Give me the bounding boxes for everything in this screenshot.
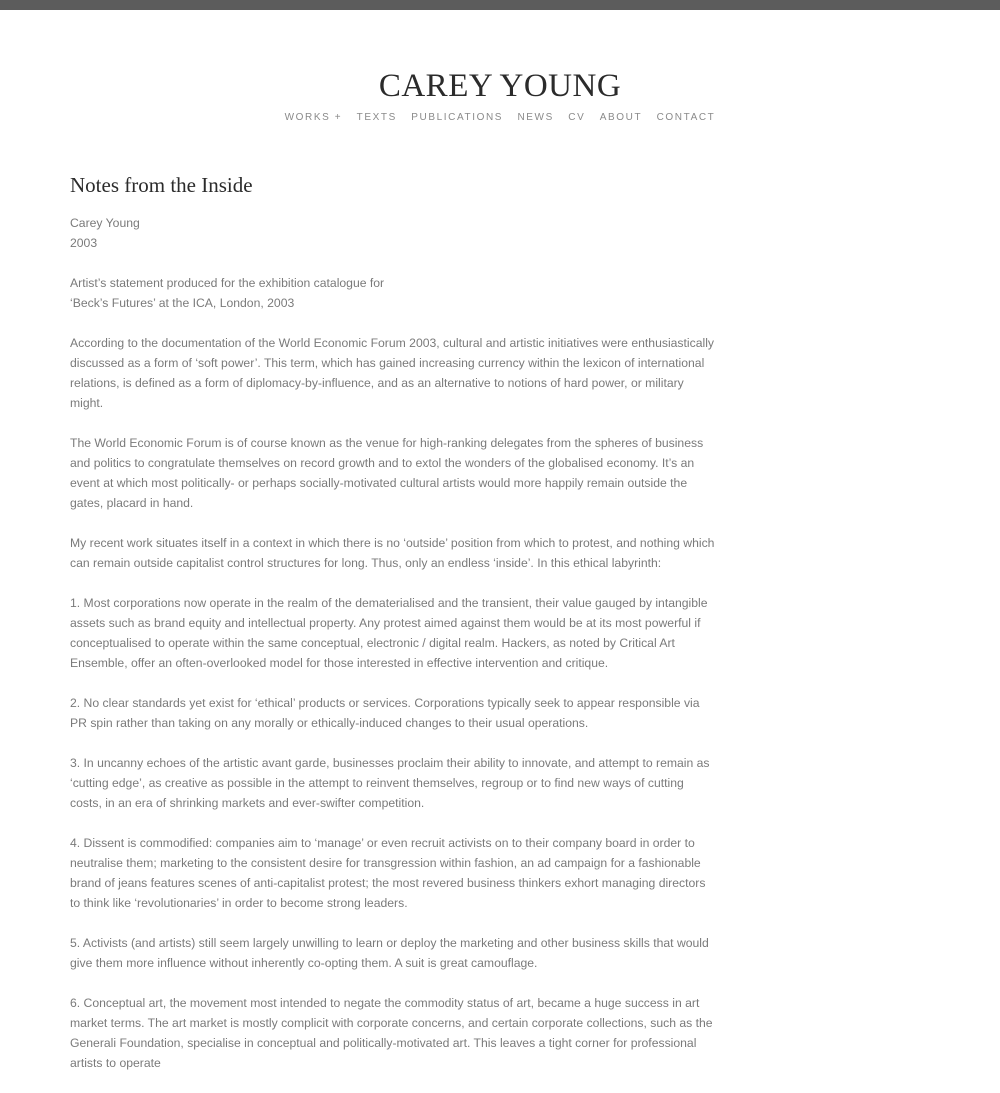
article xyxy=(70,170,715,1093)
intro-line: Artist’s statement produced for the exhibition catalogue for xyxy=(70,276,385,290)
article-year: 2003 xyxy=(70,236,98,250)
article-author: Carey Young xyxy=(70,216,140,230)
paragraph: According to the documentation of the World Economic Forum 2003, cultural and artistic initiatives were enthusiastically discussed as a form of ‘soft power’. This term, which has gained increasing currency within the lexicon of international relations, is defined as a form of diplomacy-by-influence, and as an alternative to notions of hard power, or military might. xyxy=(70,336,714,410)
paragraph: The World Economic Forum is of course known as the venue for high-ranking delegates from the spheres of business and politics to congratulate themselves on record growth and to extol the wonders of the globalised economy. It’s an event at which most politically- or perhaps socially-motivated cultural artists would more happily remain outside the gates, placard in hand. xyxy=(70,436,704,510)
site-title[interactable]: CAREY YOUNG xyxy=(378,68,622,104)
nav-item-news[interactable]: NEWS xyxy=(517,112,554,123)
nav-item-about[interactable]: ABOUT xyxy=(599,112,643,123)
article-meta xyxy=(70,213,715,253)
article-intro xyxy=(70,273,715,313)
nav-item-works[interactable]: WORKS + xyxy=(284,112,343,123)
paragraph: 5. Activists (and artists) still seem largely unwilling to learn or deploy the marketing and other business skills that would give them more influence without inherently co-opting them. A suit is great camouflage. xyxy=(70,936,709,970)
nav-item-cv[interactable]: CV xyxy=(568,112,586,123)
paragraph: 2. No clear standards yet exist for ‘ethical’ products or services. Corporations typically seek to appear responsible via PR spin rather than taking on any morally or ethically-induced changes to their usual operations. xyxy=(70,696,700,730)
nav-item-publications[interactable]: PUBLICATIONS xyxy=(411,112,504,123)
top-bar xyxy=(0,0,1000,10)
intro-line: ‘Beck’s Futures’ at the ICA, London, 2003 xyxy=(70,296,295,310)
paragraph: 1. Most corporations now operate in the realm of the dematerialised and the transient, their value gauged by intangible assets such as brand equity and intellectual property. Any protest aimed against them would be at its most powerful if conceptualised to operate within the same conceptual, electronic / digital realm. Hackers, as noted by Critical Art Ensemble, offer an often-overlooked model for those interested in effective intervention and critique. xyxy=(70,596,708,670)
nav-item-texts[interactable]: TEXTS xyxy=(356,112,397,123)
nav-item-contact[interactable]: CONTACT xyxy=(656,112,716,123)
page-title: Notes from the Inside xyxy=(70,173,253,197)
paragraph: 4. Dissent is commodified: companies aim to ‘manage’ or even recruit activists on to their company board in order to neutralise them; marketing to the consistent desire for transgression within fashion, an ad campaign for a fashionable brand of jeans features scenes of anti-capitalist protest; the most revered business thinkers exhort managing directors to think like ‘revolutionaries’ in order to become strong leaders. xyxy=(70,836,706,910)
paragraph: 3. In uncanny echoes of the artistic avant garde, businesses proclaim their ability to innovate, and attempt to remain as ‘cutting edge’, as creative as possible in the attempt to reinvent themselves, regroup or to find new ways of cutting costs, in an era of shrinking markets and ever-swifter competition. xyxy=(70,756,710,810)
main-nav xyxy=(0,111,1000,125)
paragraph: My recent work situates itself in a context in which there is no ‘outside’ position from which to protest, and nothing which can remain outside capitalist control structures for long. Thus, only an endless ‘inside’. In this ethical labyrinth: xyxy=(70,536,715,570)
paragraph: 6. Conceptual art, the movement most intended to negate the commodity status of art, became a huge success in art market terms. The art market is mostly complicit with corporate concerns, and certain corporate collections, such as the Generali Foundation, specialise in conceptual and politically-motivated art. This leaves a tight corner for professional artists to operate xyxy=(70,996,713,1070)
